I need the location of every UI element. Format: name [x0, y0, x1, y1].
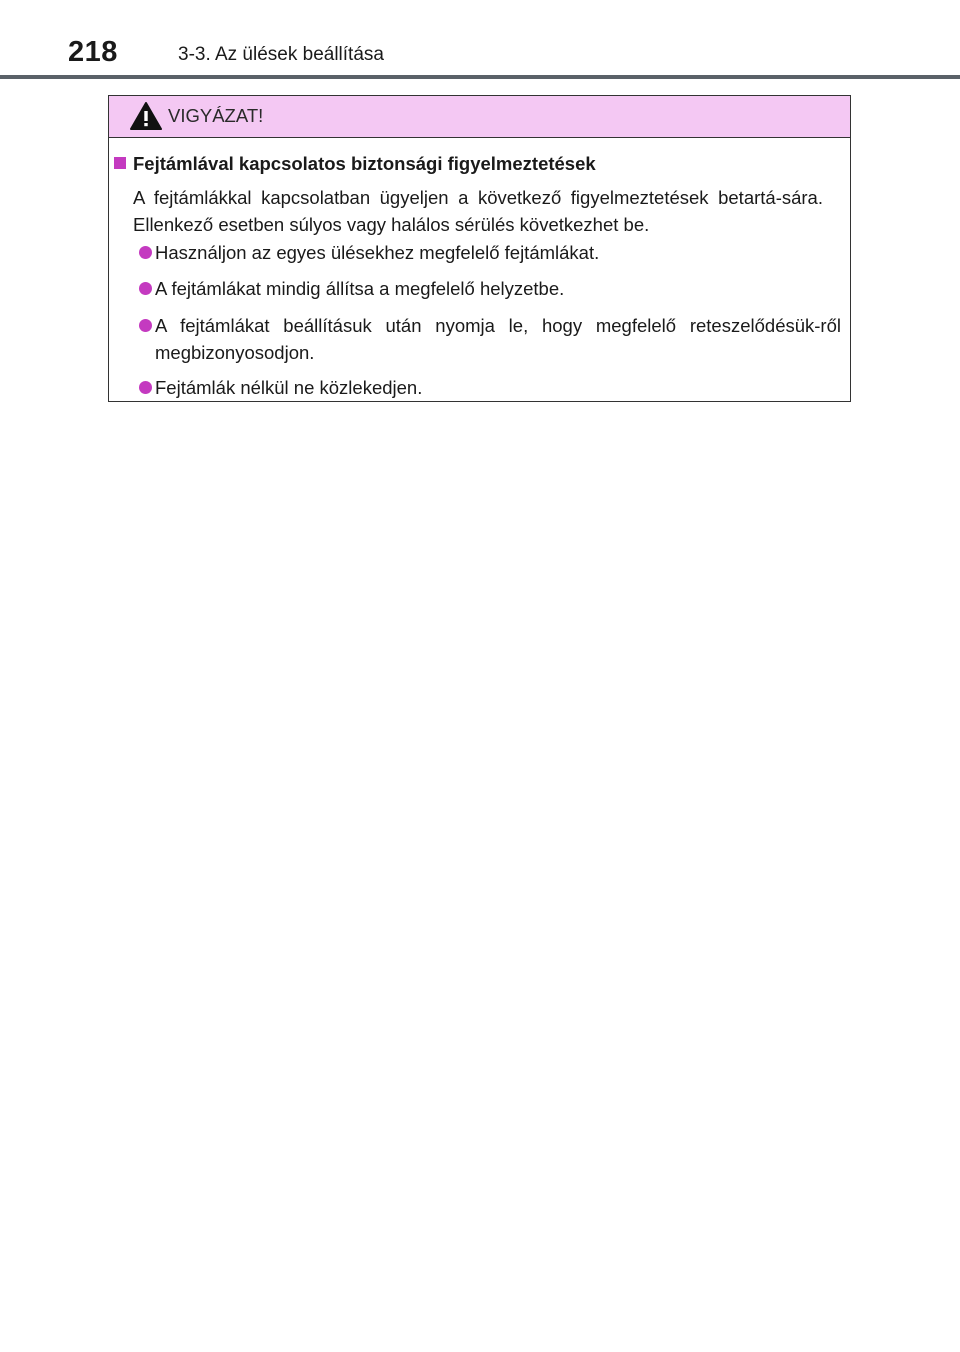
- warning-title: VIGYÁZAT!: [168, 105, 264, 126]
- round-bullet-icon: [139, 319, 152, 332]
- warning-paragraph: A fejtámlákkal kapcsolatban ügyeljen a következő figyelmeztetések betartá-sára. Ellenkező esetben súlyos vagy halálos sérülés következhet be.: [133, 187, 823, 235]
- header-divider: [0, 75, 960, 79]
- round-bullet-icon: [139, 246, 152, 259]
- warning-subheading: [114, 153, 596, 175]
- section-title: 3-3. Az ülések beállítása: [178, 44, 384, 65]
- list-item: A fejtámlákat mindig állítsa a megfelelő helyzetbe.: [115, 275, 841, 302]
- list-item: Fejtámlák nélkül ne közlekedjen.: [115, 374, 841, 401]
- warning-triangle-icon: [129, 101, 163, 131]
- warning-box: [108, 95, 851, 402]
- list-item: A fejtámlákat beállításuk után nyomja le, hogy megfelelő reteszelődésük-ről megbizonyosodjon.: [115, 312, 841, 366]
- warning-header: [109, 96, 850, 138]
- list-item: Használjon az egyes ülésekhez megfelelő fejtámlákat.: [115, 239, 841, 266]
- square-bullet-icon: [114, 157, 126, 169]
- subheading-text: Fejtámlával kapcsolatos biztonsági figyelmeztetések: [133, 153, 596, 174]
- page-number: 218: [68, 36, 118, 68]
- round-bullet-icon: [139, 282, 152, 295]
- round-bullet-icon: [139, 381, 152, 394]
- page-header: [0, 0, 960, 80]
